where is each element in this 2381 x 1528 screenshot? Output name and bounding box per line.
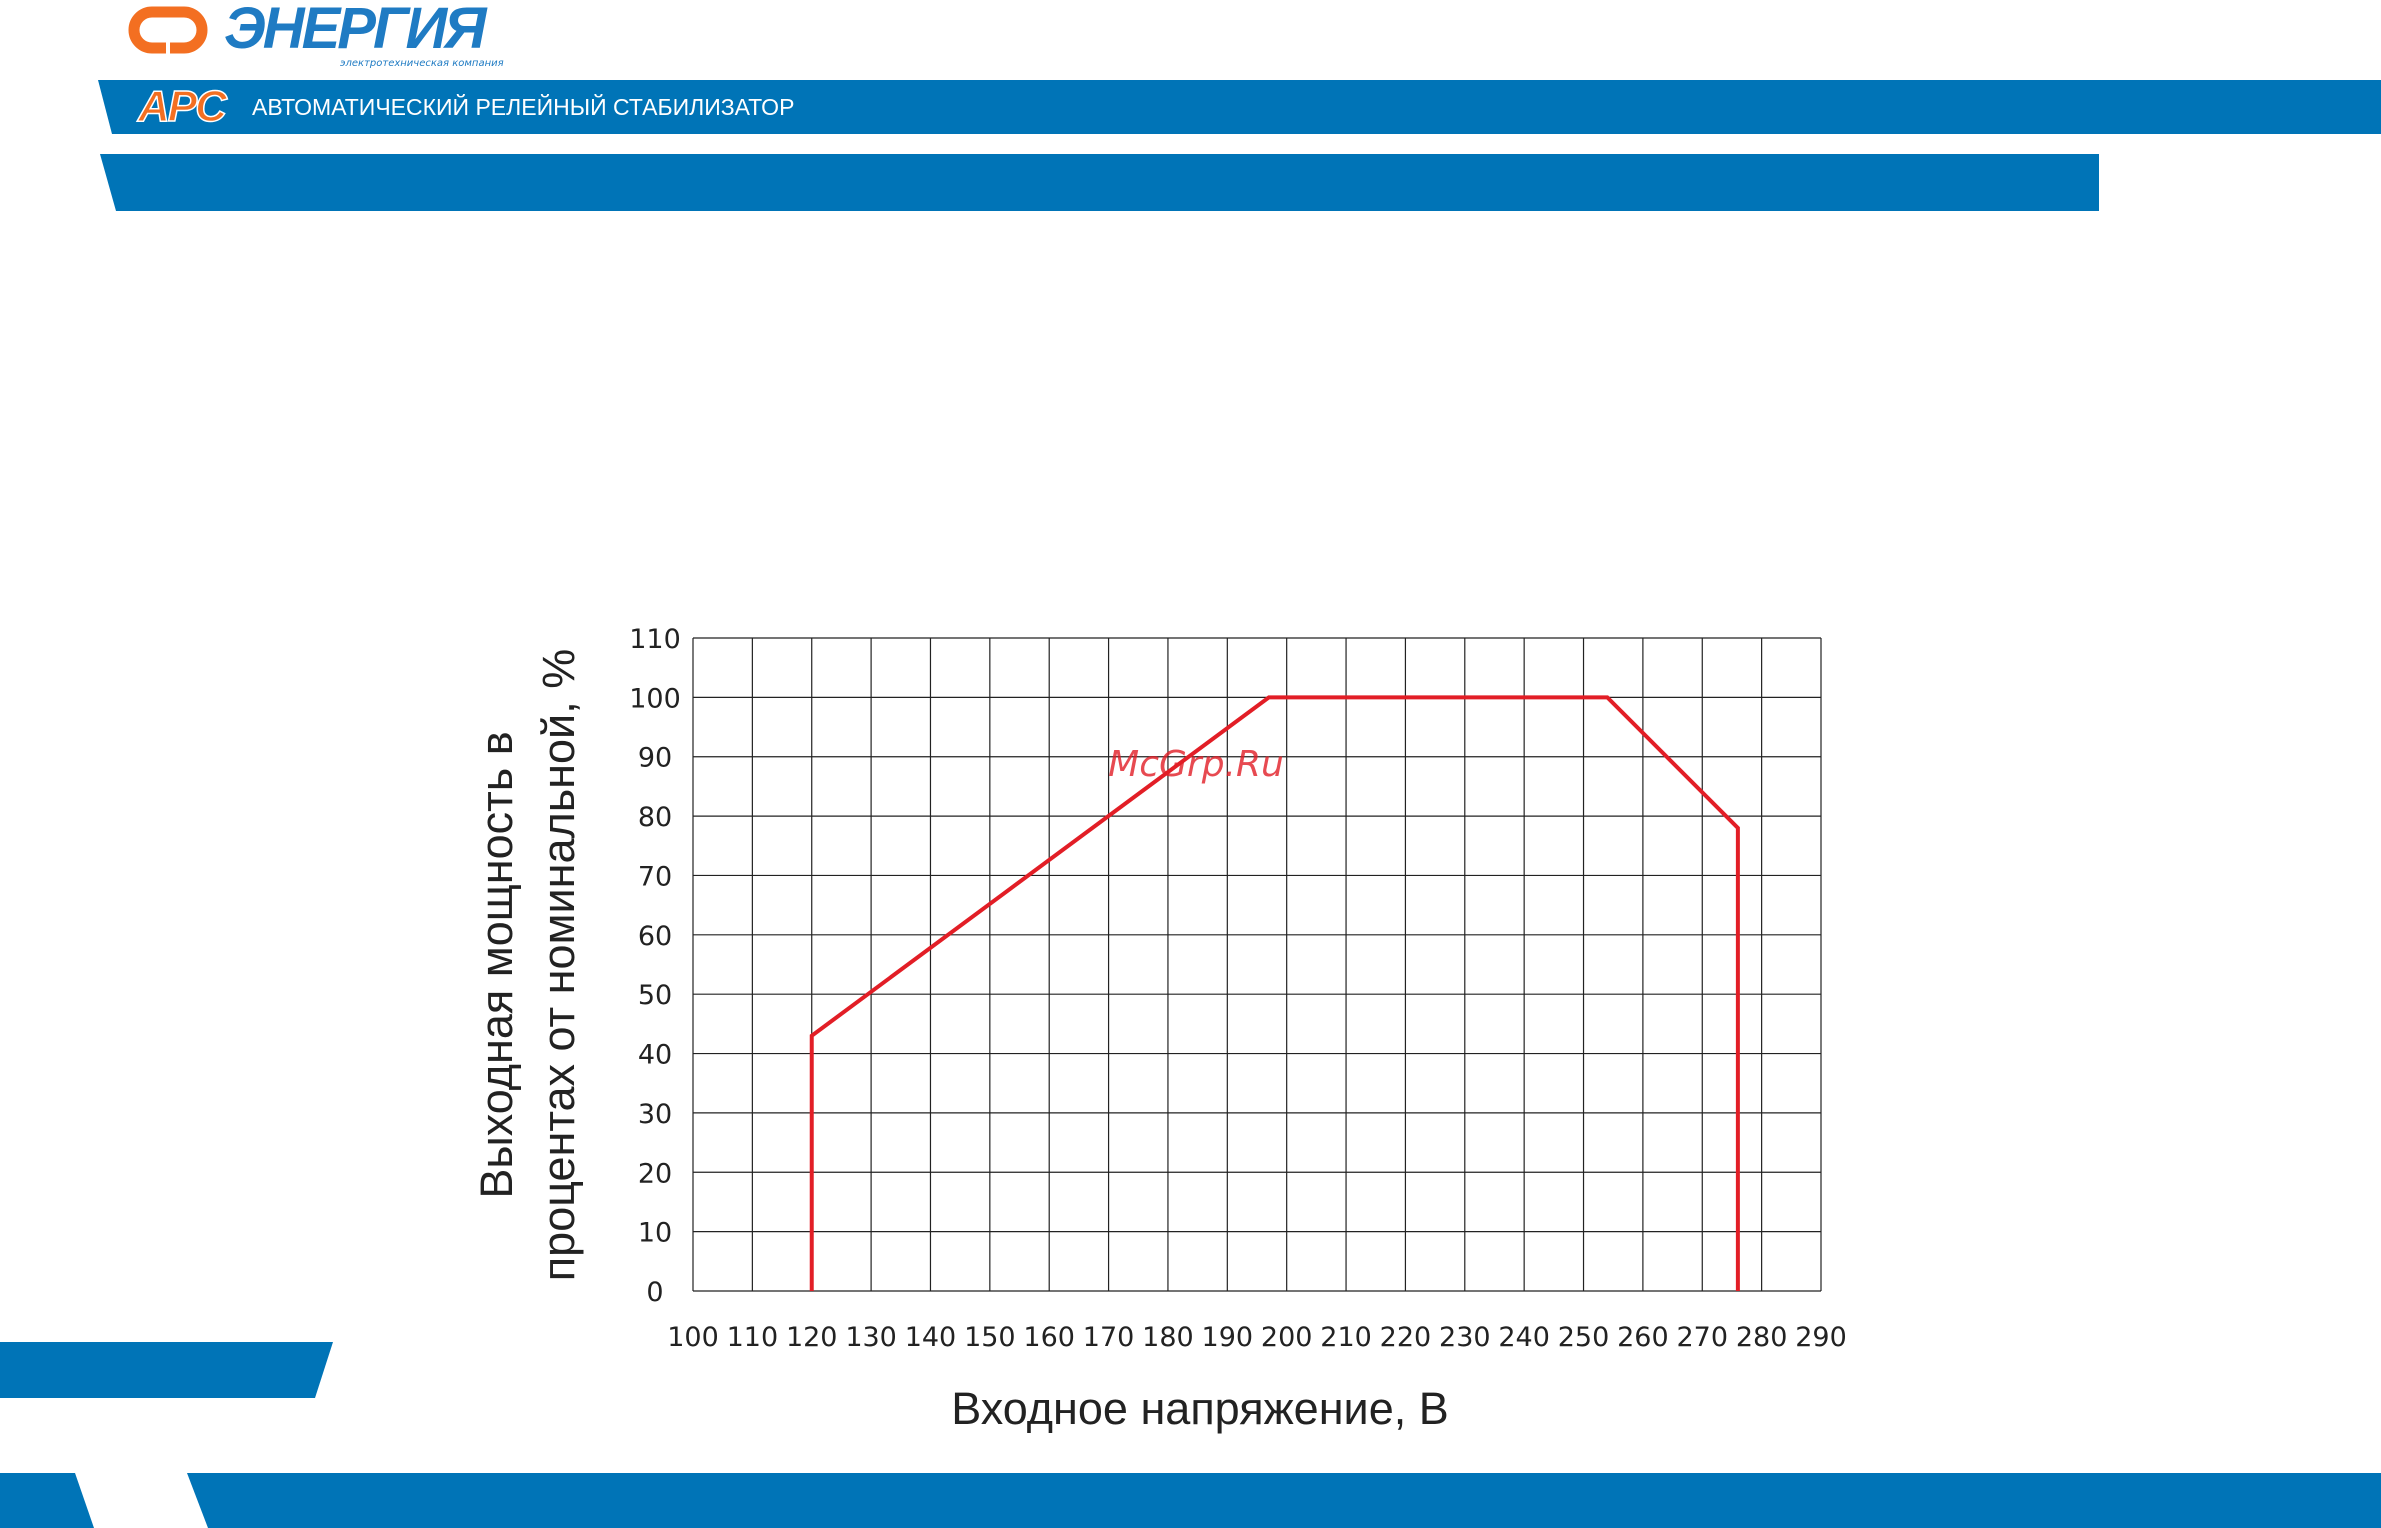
y-tick-label: 10 bbox=[637, 1217, 673, 1249]
logo-tagline: электротехническая компания bbox=[340, 58, 504, 69]
x-tick-label: 150 bbox=[964, 1322, 1016, 1353]
y-tick-label: 20 bbox=[637, 1158, 673, 1190]
x-tick-label: 280 bbox=[1735, 1322, 1788, 1353]
y-tick-label: 100 bbox=[629, 683, 681, 715]
y-tick-label: 70 bbox=[637, 861, 673, 893]
x-tick-label: 200 bbox=[1260, 1322, 1313, 1353]
y-tick-label: 110 bbox=[629, 624, 681, 655]
x-tick-label: 130 bbox=[845, 1322, 897, 1353]
x-tick-label: 250 bbox=[1557, 1322, 1610, 1353]
x-tick-label: 100 bbox=[667, 1322, 719, 1353]
x-tick-label: 110 bbox=[726, 1322, 779, 1353]
x-tick-label: 290 bbox=[1795, 1322, 1847, 1353]
product-code-badge: АРС bbox=[138, 82, 225, 131]
x-tick-label: 120 bbox=[785, 1322, 838, 1353]
x-tick-label: 160 bbox=[1023, 1322, 1075, 1353]
y-tick-label: 0 bbox=[646, 1277, 664, 1308]
logo-brand-text: ЭНЕРГИЯ bbox=[224, 0, 484, 61]
y-axis-label-line-2: процентах от номинальной, % bbox=[533, 648, 584, 1282]
x-tick-label: 180 bbox=[1142, 1322, 1194, 1353]
x-axis-label: Входное напряжение, В bbox=[951, 1383, 1449, 1434]
y-tick-label: 50 bbox=[637, 980, 673, 1012]
x-tick-label: 240 bbox=[1498, 1322, 1550, 1353]
watermark-text: McGrp.Ru bbox=[1108, 744, 1284, 785]
y-tick-label: 90 bbox=[637, 742, 673, 774]
y-tick-label: 30 bbox=[637, 1098, 673, 1130]
x-tick-label: 170 bbox=[1082, 1322, 1135, 1353]
x-tick-label: 270 bbox=[1676, 1322, 1729, 1353]
x-tick-label: 140 bbox=[904, 1322, 957, 1353]
x-tick-label: 230 bbox=[1439, 1322, 1491, 1353]
y-tick-label: 40 bbox=[637, 1039, 673, 1071]
y-tick-label: 80 bbox=[637, 802, 673, 834]
x-tick-label: 260 bbox=[1617, 1322, 1669, 1353]
x-tick-label: 220 bbox=[1379, 1322, 1432, 1353]
x-tick-label: 190 bbox=[1201, 1322, 1254, 1353]
y-axis-label-line-1: Выходная мощность в bbox=[471, 731, 522, 1199]
x-tick-label: 210 bbox=[1320, 1322, 1372, 1353]
y-tick-label: 60 bbox=[637, 920, 673, 952]
header-title: АВТОМАТИЧЕСКИЙ РЕЛЕЙНЫЙ СТАБИЛИЗАТОР bbox=[252, 94, 795, 120]
